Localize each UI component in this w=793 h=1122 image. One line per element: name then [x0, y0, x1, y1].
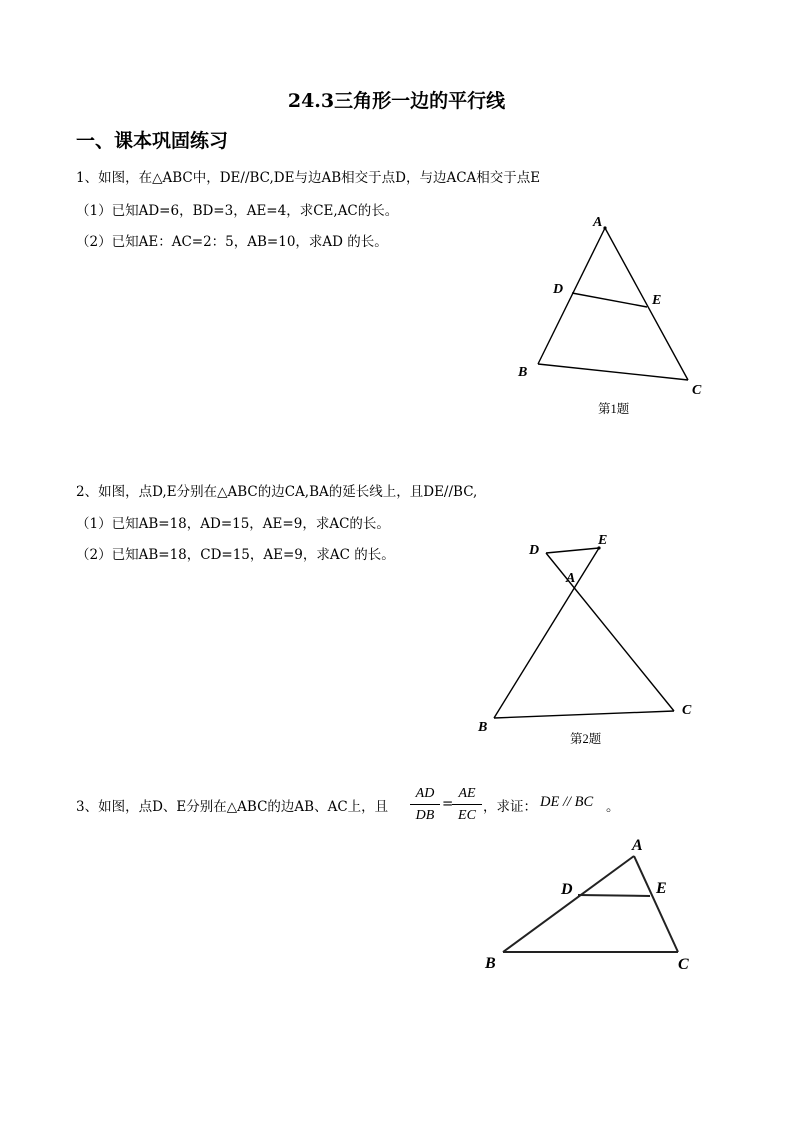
fig1-label-a: A — [593, 215, 603, 230]
fig3-side-ab — [503, 856, 634, 952]
fraction-2-denominator: EC — [458, 808, 476, 823]
conclusion: DE // BC — [540, 794, 594, 810]
fig2-caption: 第2题 — [570, 732, 602, 746]
fraction-2-numerator: AE — [452, 786, 482, 805]
fig2-label-c: C — [682, 703, 692, 718]
problem-3-suffix: ，求证： — [483, 799, 537, 815]
fig3-label-e: E — [656, 880, 667, 897]
section-heading: 一、课本巩固练习 — [76, 130, 229, 152]
problem-1-part-2: （2）已知AE：AC=2：5，AB=10，求AD 的长。 — [76, 234, 388, 250]
problem-2-stem: 2、如图，点D,E分别在△ABC的边CA,BA的延长线上，且DE//BC, — [76, 484, 478, 500]
problem-2-part-2: （2）已知AB=18，CD=15，AE=9，求AC 的长。 — [76, 547, 395, 563]
fig2-label-d: D — [529, 543, 540, 558]
problem-2-part-1: （1）已知AB=18，AD=15，AE=9，求AC的长。 — [76, 516, 390, 532]
problem-1-part-1: （1）已知AD=6，BD=3，AE=4，求CE,AC的长。 — [76, 203, 399, 219]
problem-3-stem: 3、如图，点D、E分别在△ABC的边AB、AC上，且 — [76, 799, 389, 815]
fig1-label-b: B — [518, 365, 528, 380]
fig2-label-b: B — [478, 720, 488, 735]
fig3-segment-de — [578, 895, 650, 896]
fig1-caption: 第1题 — [598, 402, 630, 416]
fig3-label-d: D — [561, 881, 573, 898]
fig3-side-ac — [634, 856, 678, 952]
fig3-label-a: A — [632, 837, 643, 854]
page-title: 24.3三角形一边的平行线 — [287, 90, 506, 112]
problem-1-stem: 1、如图，在△ABC中，DE//BC,DE与边AB相交于点D，与边ACA相交于点E — [76, 170, 541, 186]
fig2-label-a: A — [566, 571, 576, 586]
equals-sign: = — [442, 796, 454, 812]
fig1-label-d: D — [553, 282, 564, 297]
period: 。 — [606, 799, 620, 815]
fig3-label-c: C — [678, 956, 689, 973]
fig3-label-b: B — [485, 955, 496, 972]
fig2-label-e: E — [598, 533, 608, 548]
fig1-label-e: E — [652, 293, 662, 308]
fraction-1-denominator: DB — [415, 808, 435, 823]
fraction-1-numerator: AD — [410, 786, 440, 805]
fig1-label-c: C — [692, 383, 702, 398]
